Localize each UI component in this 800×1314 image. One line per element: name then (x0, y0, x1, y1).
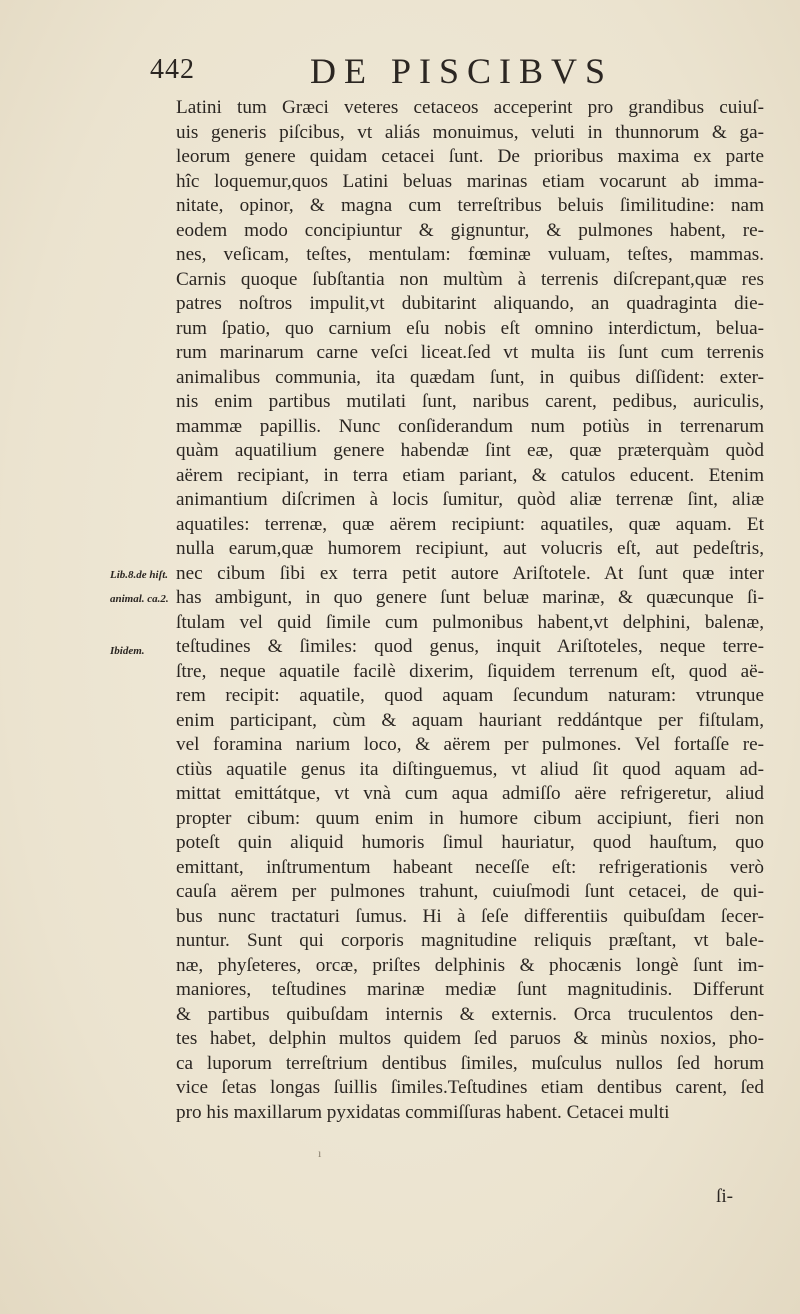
text-line: ſtre, neque aquatile facilè dixerim, ſiquidem terrenum eſt, quod aë- (176, 660, 764, 682)
marginal-note-1-line-1: Lib.8.de hiſt. (110, 569, 169, 581)
text-line: teſtudines & ſimiles: quod genus, inquit Ariſtoteles, neque terre- (176, 636, 764, 657)
text-line: ctiùs aquatile genus ita diſtinguemus, vt aliud ſit quod aquam ad- (176, 758, 764, 780)
marginal-note-1 (110, 568, 169, 606)
page-header (150, 50, 750, 94)
text-line: aquatiles: terrenæ, quæ aërem recipiunt: aquatiles, quæ aquam. Et (176, 513, 764, 535)
text-line: maniores, teſtudines marinæ mediæ ſunt magnitudinis. Differunt (176, 979, 764, 1000)
catchword: ſi- (716, 1186, 734, 1207)
text-line: vel foramina narium loco, & aërem per pulmones. Vel fortaſſe re- (176, 734, 764, 755)
text-line: animantium diſcrimen à locis ſumitur, quòd aliæ terrenæ ſint, aliæ (176, 489, 764, 510)
text-line: nis enim partibus mutilati ſunt, naribus carent, pedibus, auriculis, (176, 391, 764, 412)
text-line: animalibus communia, ita quædam ſunt, in quibus diſſident: exter- (176, 366, 764, 388)
text-line: næ, phyſeteres, orcæ, priſtes delphinis & phocænis longè ſunt im- (176, 954, 764, 976)
text-line: ca luporum terreſtrium dentibus ſimiles, muſculus nullos ſed horum (176, 1052, 764, 1074)
text-line: poteſt quin aliquid humoris ſimul hauriatur, quod hauſtum, quo (176, 832, 764, 853)
text-line: bus nunc tractaturi ſumus. Hi à ſeſe differentiis quibuſdam ſecer- (176, 905, 764, 927)
marginal-note-2 (110, 644, 145, 658)
text-line: leorum genere quidam cetacei ſunt. De prioribus maxima ex parte (176, 146, 764, 167)
text-line: nes, veſicam, teſtes, mentulam: fœminæ vuluam, teſtes, mammas. (176, 244, 764, 265)
text-line: nulla earum,quæ humorem recipiunt, aut volucris eſt, aut pedeſtris, (176, 538, 764, 559)
text-line: mittat emittátque, vt vnà cum aqua admiſſo aëre refrigeretur, aliud (176, 783, 764, 804)
marginal-note-2-line-1: Ibidem. (110, 645, 145, 657)
text-line: rum ſpatio, quo carnium eſu nobis eſt omnino interdictum, belua- (176, 317, 764, 339)
text-line: uis generis piſcibus, vt aliás monuimus, veluti in thunnorum & ga- (176, 121, 764, 143)
page-number: 442 (150, 54, 195, 85)
text-line: hîc loquemur,quos Latini beluas marinas etiam vocarunt ab imma- (176, 170, 764, 192)
text-line: rum marinarum carne veſci liceat.ſed vt multa iis ſunt cum terrenis (176, 342, 764, 363)
text-line: Latini tum Græci veteres cetaceos acceperint pro grandibus cuiuſ- (176, 97, 764, 118)
text-line: tes habet, delphin multos quidem ſed paruos & minùs noxios, pho- (176, 1028, 764, 1049)
body-text (176, 96, 764, 1125)
text-line: pro his maxillarum pyxidatas commiſſuras habent. Cetacei multi (176, 1101, 670, 1123)
text-line: vice ſetas longas ſuillis ſimiles.Teſtudines etiam dentibus carent, ſed (176, 1077, 764, 1098)
stray-mark: ı (318, 1146, 322, 1160)
text-line: propter cibum: quum enim in humore cibum accipiunt, fieri non (176, 807, 764, 829)
text-line: mammæ papillis. Nunc conſiderandum num potiùs in terrenarum (176, 415, 764, 437)
text-line: has ambigunt, in quo genere ſunt beluæ marinæ, & quæcunque ſi- (176, 587, 764, 608)
text-line: aërem recipiant, in terra etiam pariant, & catulos educent. Etenim (176, 464, 764, 486)
text-line: emittant, inſtrumentum habeant neceſſe eſt: refrigerationis verò (176, 856, 764, 878)
text-line: nec cibum ſibi ex terra petit autore Ariſtotele. At ſunt quæ inter (176, 562, 764, 584)
text-line: nitate, opinor, & magna cum terreſtribus beluis ſimilitudine: nam (176, 195, 764, 216)
running-head: DE PISCIBVS (310, 51, 614, 91)
text-line: & partibus quibuſdam internis & externis. Orca truculentos den- (176, 1003, 764, 1025)
marginal-note-1-line-2: animal. ca.2. (110, 593, 169, 605)
text-line: nuntur. Sunt qui corporis magnitudine reliquis præſtant, vt bale- (176, 930, 764, 951)
text-line: rem recipit: aquatile, quod aquam ſecundum naturam: vtrunque (176, 685, 764, 706)
text-line: Carnis quoque ſubſtantia non multùm à terrenis diſcrepant,quæ res (176, 268, 764, 290)
text-line: eodem modo concipiuntur & gignuntur, & pulmones habent, re- (176, 219, 764, 241)
text-line: cauſa aërem per pulmones trahunt, cuiuſmodi ſunt cetacei, de qui- (176, 881, 764, 902)
text-line: ſtulam vel quid ſimile cum pulmonibus habent,vt delphini, balenæ, (176, 611, 764, 633)
text-line: enim participant, cùm & aquam hauriant reddántque per fiſtulam, (176, 709, 764, 731)
text-line: quàm aquatilium genere habendæ ſint eæ, quæ præterquàm quòd (176, 440, 764, 461)
text-line: patres noſtros impulit,vt dubitarint aliquando, an quadraginta die- (176, 293, 764, 314)
